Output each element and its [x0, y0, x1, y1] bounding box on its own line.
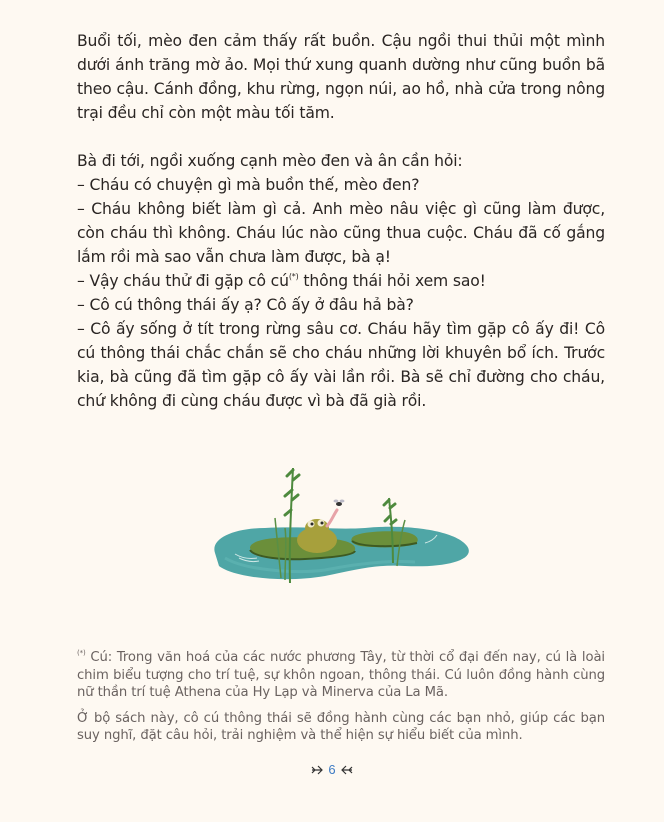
- story-text: [77, 29, 605, 413]
- frog-pond-illustration: [205, 458, 475, 594]
- arrow-right-ornament-icon: [311, 765, 323, 775]
- dialogue-line-1: – Cháu có chuyện gì mà buồn thế, mèo đen?: [77, 176, 420, 194]
- footnote-series-note: Ở bộ sách này, cô cú thông thái sẽ đồng hành cùng các bạn nhỏ, giúp các bạn suy nghĩ, đặt câu hỏi, trải nghiệm và thể hiện sự hiểu biết của mình.: [77, 710, 605, 743]
- paragraph-gap: [77, 125, 605, 149]
- footnote-reference: (*): [288, 272, 299, 281]
- footnotes: [77, 649, 605, 745]
- page-footer: [0, 762, 664, 777]
- footnote-owl-text: Cú: Trong văn hoá của các nước phương Tây, từ thời cổ đại đến nay, cú là loài chim biểu tượng cho trí tuệ, sự khôn ngoan, thông thái. Cú luôn đồng hành cùng nữ thần trí tuệ Athena của Hy Lạp và Minerva của La Mã.: [77, 650, 605, 700]
- paragraph-grandma: Bà đi tới, ngồi xuống cạnh mèo đen và ân cần hỏi:: [77, 152, 463, 170]
- footnote-owl: [77, 649, 605, 702]
- dialogue-line-5: – Cô ấy sống ở tít trong rừng sâu cơ. Cháu hãy tìm gặp cô ấy đi! Cô cú thông thái chắc chắn sẽ cho cháu những lời khuyên bổ ích. Trước kia, bà cũng đã tìm gặp cô ấy vài lần rồi. Bà sẽ chỉ đường cho cháu, chứ không đi cùng cháu được vì bà đã già rồi.: [77, 320, 605, 410]
- pond-scene-icon: [205, 458, 475, 594]
- page-number: 6: [328, 762, 336, 777]
- dialogue-line-4: – Cô cú thông thái ấy ạ? Cô ấy ở đâu hả bà?: [77, 296, 414, 314]
- paragraph-intro: Buổi tối, mèo đen cảm thấy rất buồn. Cậu ngồi thui thủi một mình dưới ánh trăng mờ ảo. Mọi thứ xung quanh dường như cũng buồn bã theo cậu. Cánh đồng, khu rừng, ngọn núi, ao hồ, nhà cửa trong nông trại đều chỉ còn một màu tối tăm.: [77, 32, 605, 122]
- dialogue-line-3: [77, 269, 605, 293]
- dialogue-line-3-start: – Vậy cháu thử đi gặp cô cú: [77, 272, 289, 290]
- dialogue-line-2: – Cháu không biết làm gì cả. Anh mèo nâu việc gì cũng làm được, còn cháu thì không. Cháu lúc nào cũng thua cuộc. Cháu đã cố gắng lắm rồi mà sao vẫn chưa làm được, bà ạ!: [77, 200, 605, 266]
- arrow-left-ornament-icon: [341, 765, 353, 775]
- footnote-marker: (*): [77, 649, 86, 657]
- dialogue-line-3-end: thông thái hỏi xem sao!: [298, 272, 486, 290]
